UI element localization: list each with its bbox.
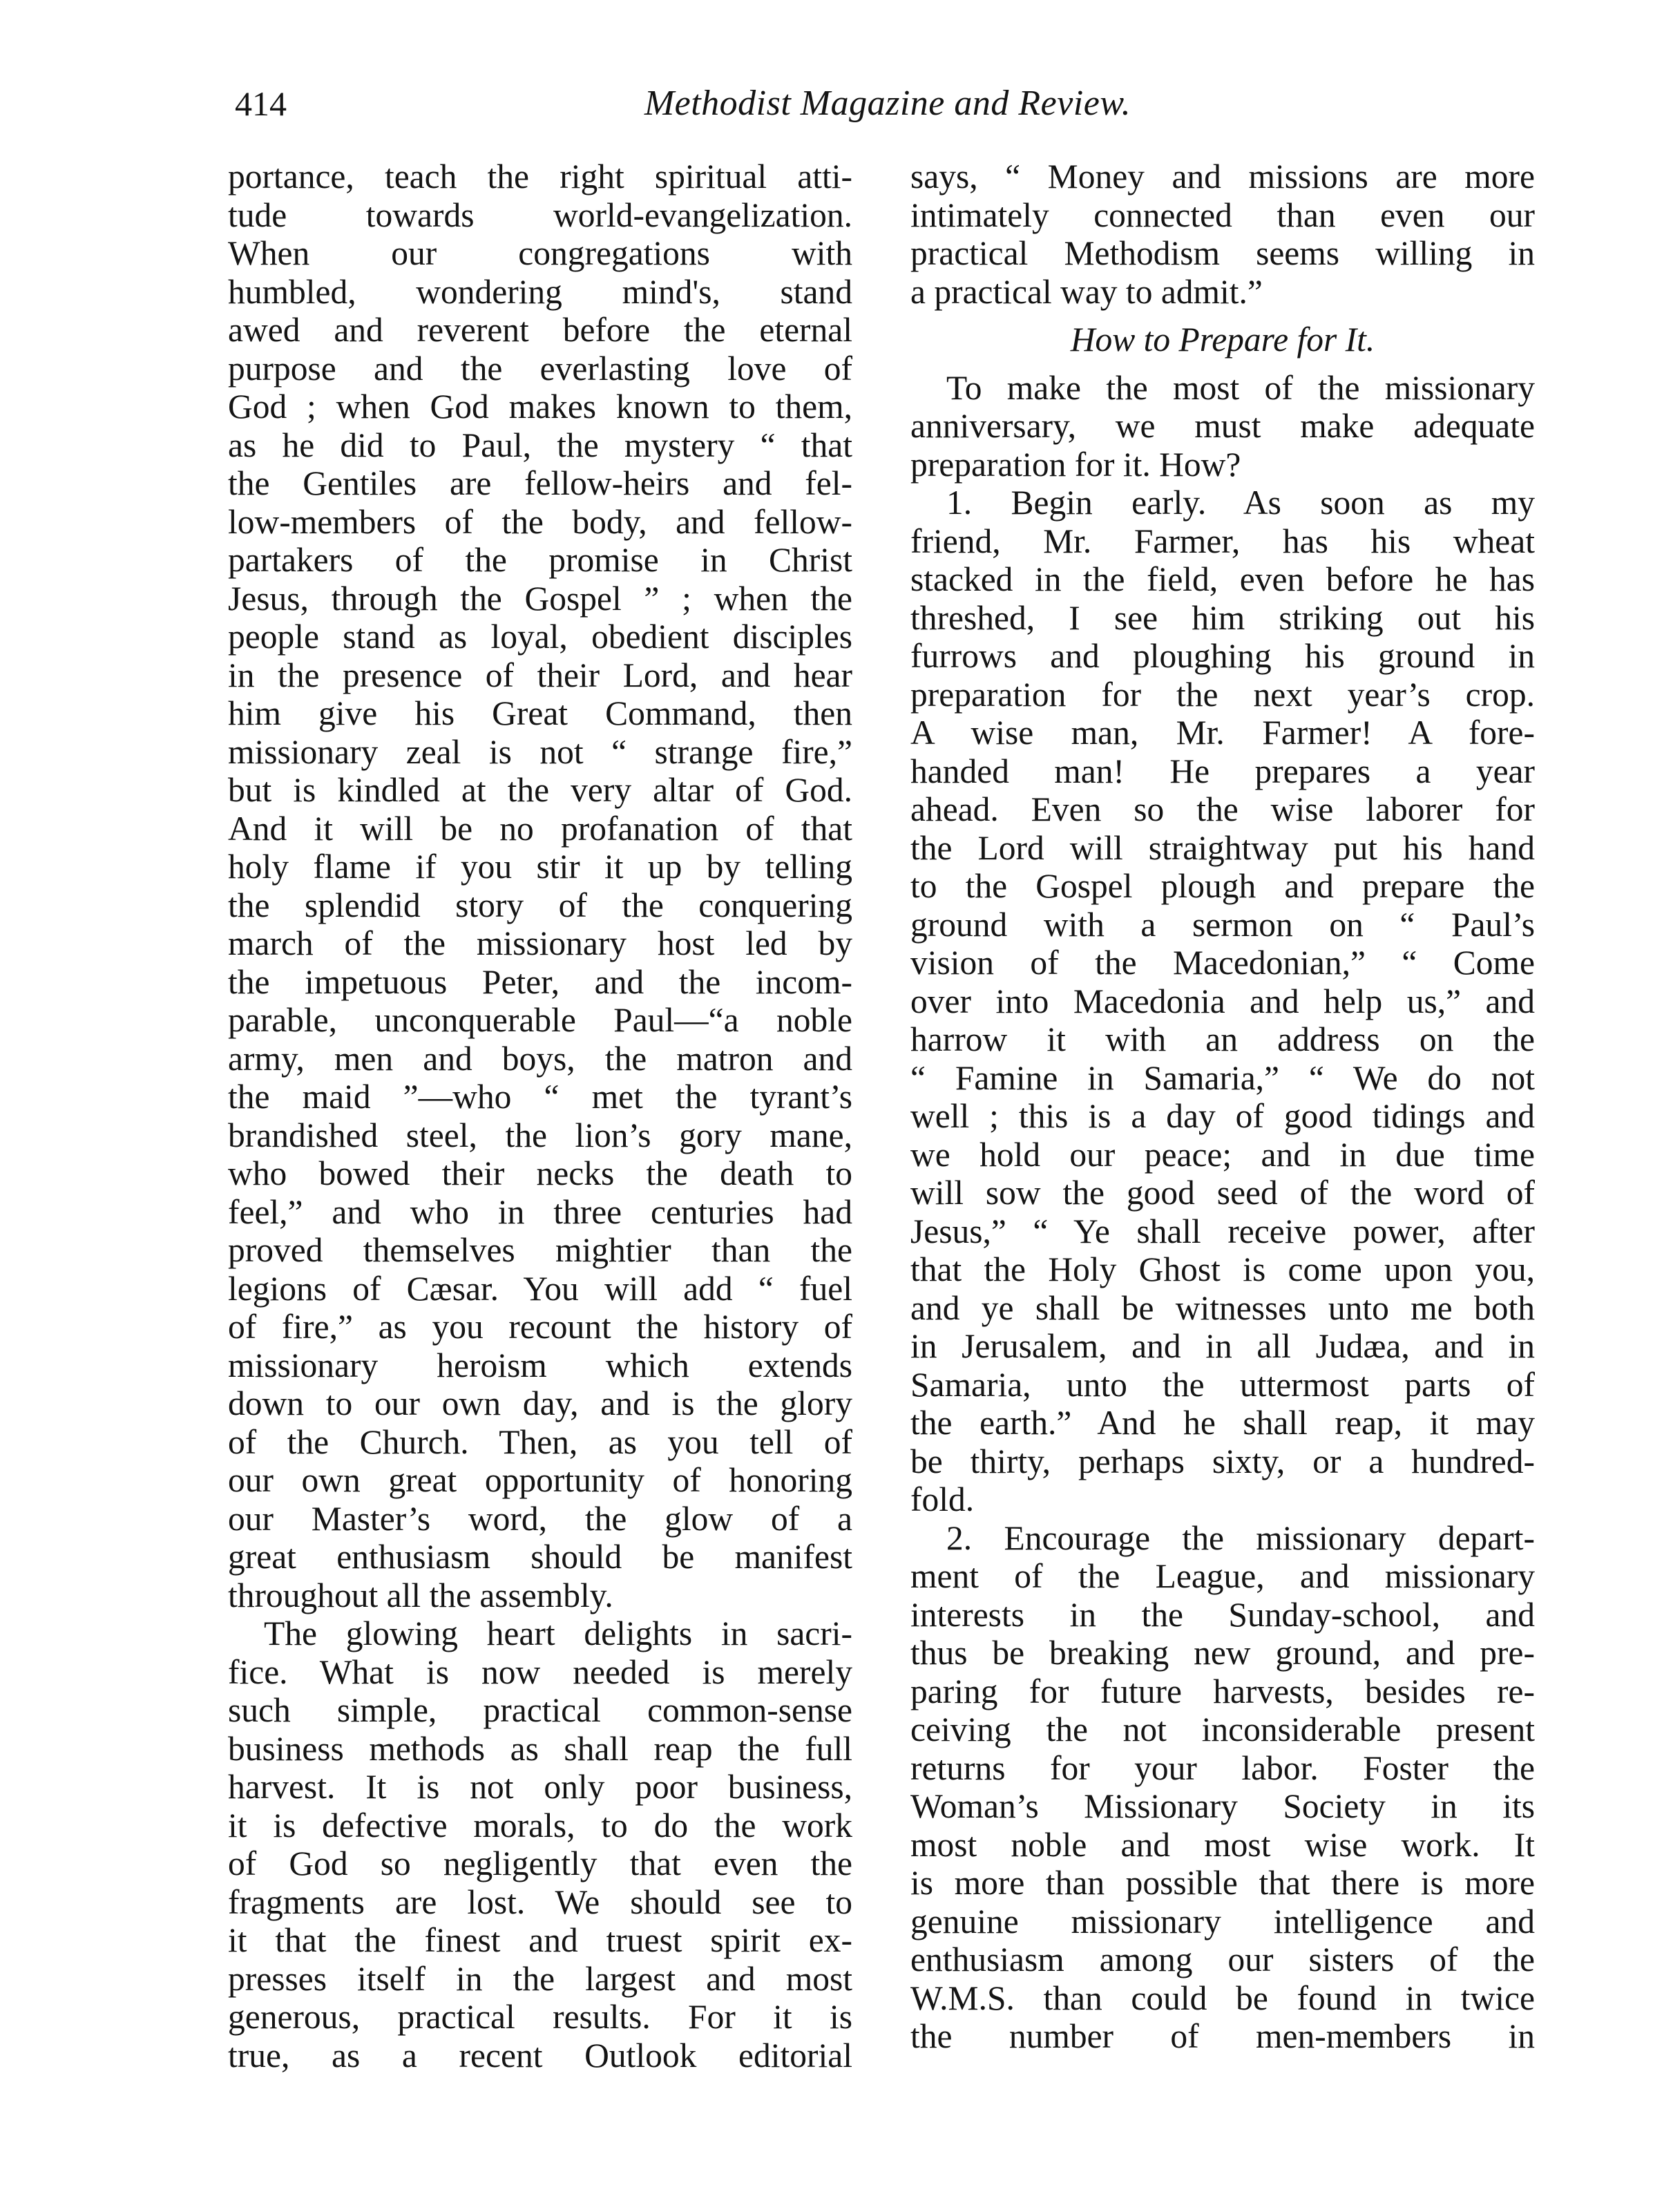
text-line: A wise man, Mr. Farmer! A fore- <box>910 714 1535 752</box>
text-line: the Gentiles are fellow-heirs and fel- <box>228 464 852 502</box>
text-line: who bowed their necks the death to <box>228 1154 852 1192</box>
running-header <box>235 76 1540 131</box>
text-line: feel,” and who in three centuries had <box>228 1192 852 1231</box>
text-line: Samaria, unto the uttermost parts of <box>910 1365 1535 1404</box>
text-line: be thirty, perhaps sixty, or a hundred- <box>910 1442 1535 1480</box>
text-line: the impetuous Peter, and the incom- <box>228 962 852 1001</box>
text-line: down to our own day, and is the glory <box>228 1384 852 1422</box>
section-subheading: How to Prepare for It. <box>1070 321 1375 359</box>
text-line: low-members of the body, and fellow- <box>228 502 852 541</box>
text-line: awed and reverent before the eternal <box>228 311 852 349</box>
spacer <box>910 311 1535 321</box>
text-line: over into Macedonia and help us,” and <box>910 982 1535 1020</box>
text-line: ahead. Even so the wise laborer for <box>910 790 1535 828</box>
text-line: When our congregations with <box>228 234 852 272</box>
text-line: says, “ Money and missions are more <box>910 158 1535 196</box>
text-line: “ Famine in Samaria,” “ We do not <box>910 1058 1535 1097</box>
text-line: preparation for it. How? <box>910 445 1241 484</box>
paragraph <box>910 484 1535 1519</box>
text-line: purpose and the everlasting love of <box>228 349 852 388</box>
text-line: handed man! He prepares a year <box>910 752 1535 790</box>
text-line: missionary heroism which extends <box>228 1346 852 1384</box>
text-line: the Lord will straightway put his hand <box>910 828 1535 867</box>
text-line: genuine missionary intelligence and <box>910 1902 1535 1941</box>
page-number: 414 <box>235 84 287 123</box>
text-line: such simple, practical common-sense <box>228 1691 852 1729</box>
text-line: portance, teach the right spiritual atti- <box>228 158 852 196</box>
text-line: and ye shall be witnesses unto me both <box>910 1288 1535 1327</box>
text-line: as he did to Paul, the mystery “ that <box>228 426 852 464</box>
text-line: of fire,” as you recount the history of <box>228 1308 852 1346</box>
text-line: of God so negligently that even the <box>228 1844 852 1882</box>
text-line: brandished steel, the lion’s gory mane, <box>228 1116 852 1154</box>
text-line: vision of the Macedonian,” “ Come <box>910 944 1535 982</box>
text-line: generous, practical results. For it is <box>228 1998 852 2036</box>
text-line: paring for future harvests, besides re- <box>910 1672 1535 1710</box>
text-line: harrow it with an address on the <box>910 1020 1535 1058</box>
left-column <box>228 158 852 2075</box>
text-line: harvest. It is not only poor business, <box>228 1768 852 1806</box>
spacer <box>910 359 1535 369</box>
text-line: legions of Cæsar. You will add “ fuel <box>228 1269 852 1308</box>
text-line: the splendid story of the conquering <box>228 886 852 924</box>
text-line: the maid ”—who “ met the tyrant’s <box>228 1078 852 1116</box>
text-line: it is defective morals, to do the work <box>228 1806 852 1844</box>
text-line: thus be breaking new ground, and pre- <box>910 1634 1535 1672</box>
paragraph <box>910 1519 1535 2056</box>
text-line: the earth.” And he shall reap, it may <box>910 1404 1535 1442</box>
text-line: presses itself in the largest and most <box>228 1959 852 1998</box>
text-line: practical Methodism seems willing in <box>910 234 1535 272</box>
text-line: To make the most of the missionary <box>946 368 1535 407</box>
text-line: threshed, I see him striking out his <box>910 598 1535 637</box>
text-line: interests in the Sunday-school, and <box>910 1595 1535 1634</box>
text-line: march of the missionary host led by <box>228 924 852 962</box>
right-column <box>910 158 1535 2056</box>
text-line: partakers of the promise in Christ <box>228 541 852 579</box>
text-line: fold. <box>910 1480 975 1518</box>
text-line: it that the finest and truest spirit ex- <box>228 1921 852 1959</box>
text-line: And it will be no profanation of that <box>228 809 852 848</box>
text-line: but is kindled at the very altar of God. <box>228 771 852 809</box>
text-line: ment of the League, and missionary <box>910 1557 1535 1595</box>
text-line: God ; when God makes known to them, <box>228 388 852 426</box>
text-line: well ; this is a day of good tidings and <box>910 1097 1535 1135</box>
text-line: W.M.S. than could be found in twice <box>910 1979 1535 2017</box>
text-line: tude towards world-evangelization. <box>228 196 852 234</box>
text-line: The glowing heart delights in sacri- <box>264 1614 852 1652</box>
text-line: army, men and boys, the matron and <box>228 1039 852 1078</box>
text-line: friend, Mr. Farmer, has his wheat <box>910 522 1535 560</box>
text-line: intimately connected than even our <box>910 196 1535 234</box>
text-line: humbled, wondering mind's, stand <box>228 272 852 311</box>
text-line: missionary zeal is not “ strange fire,” <box>228 732 852 771</box>
text-line: anniversary, we must make adequate <box>910 407 1535 445</box>
text-line: 2. Encourage the missionary depart- <box>946 1518 1535 1557</box>
text-line: will sow the good seed of the word of <box>910 1174 1535 1212</box>
text-line: a practical way to admit.” <box>910 272 1263 311</box>
text-line: true, as a recent Outlook editorial <box>228 2036 852 2075</box>
text-line: parable, unconquerable Paul—“a noble <box>228 1001 852 1039</box>
text-line: is more than possible that there is more <box>910 1864 1535 1902</box>
text-line: him give his Great Command, then <box>228 694 852 732</box>
paragraph <box>910 369 1535 484</box>
text-line: fragments are lost. We should see to <box>228 1882 852 1921</box>
text-line: that the Holy Ghost is come upon you, <box>910 1250 1535 1288</box>
text-line: our own great opportunity of honoring <box>228 1461 852 1499</box>
text-line: returns for your labor. Foster the <box>910 1748 1535 1787</box>
text-line: throughout all the assembly. <box>228 1576 613 1614</box>
text-line: ground with a sermon on “ Paul’s <box>910 905 1535 944</box>
text-line: enthusiasm among our sisters of the <box>910 1941 1535 1979</box>
text-line: to the Gospel plough and prepare the <box>910 867 1535 905</box>
paragraph <box>910 158 1535 311</box>
text-line: in the presence of their Lord, and hear <box>228 656 852 694</box>
running-title: Methodist Magazine and Review. <box>644 84 1131 123</box>
text-line: furrows and ploughing his ground in <box>910 637 1535 675</box>
text-line: business methods as shall reap the full <box>228 1729 852 1768</box>
text-line: we hold our peace; and in due time <box>910 1135 1535 1174</box>
text-line: Jesus,” “ Ye shall receive power, after <box>910 1212 1535 1250</box>
text-line: stacked in the field, even before he has <box>910 560 1535 598</box>
text-line: the number of men-members in <box>910 2017 1535 2055</box>
text-line: people stand as loyal, obedient disciples <box>228 618 852 656</box>
text-line: proved themselves mightier than the <box>228 1231 852 1269</box>
text-line: fice. What is now needed is merely <box>228 1652 852 1691</box>
text-line: Jesus, through the Gospel ” ; when the <box>228 579 852 618</box>
text-line: holy flame if you stir it up by telling <box>228 848 852 886</box>
paragraph <box>228 1614 852 2075</box>
text-line: preparation for the next year’s crop. <box>910 675 1535 714</box>
text-line: Woman’s Missionary Society in its <box>910 1787 1535 1825</box>
paragraph <box>228 158 852 1614</box>
text-line: our Master’s word, the glow of a <box>228 1499 852 1538</box>
text-line: of the Church. Then, as you tell of <box>228 1422 852 1461</box>
text-line: most noble and most wise work. It <box>910 1825 1535 1864</box>
text-line: in Jerusalem, and in all Judæa, and in <box>910 1327 1535 1365</box>
text-line: great enthusiasm should be manifest <box>228 1538 852 1576</box>
text-line: 1. Begin early. As soon as my <box>946 484 1535 522</box>
text-line: ceiving the not inconsiderable present <box>910 1710 1535 1748</box>
